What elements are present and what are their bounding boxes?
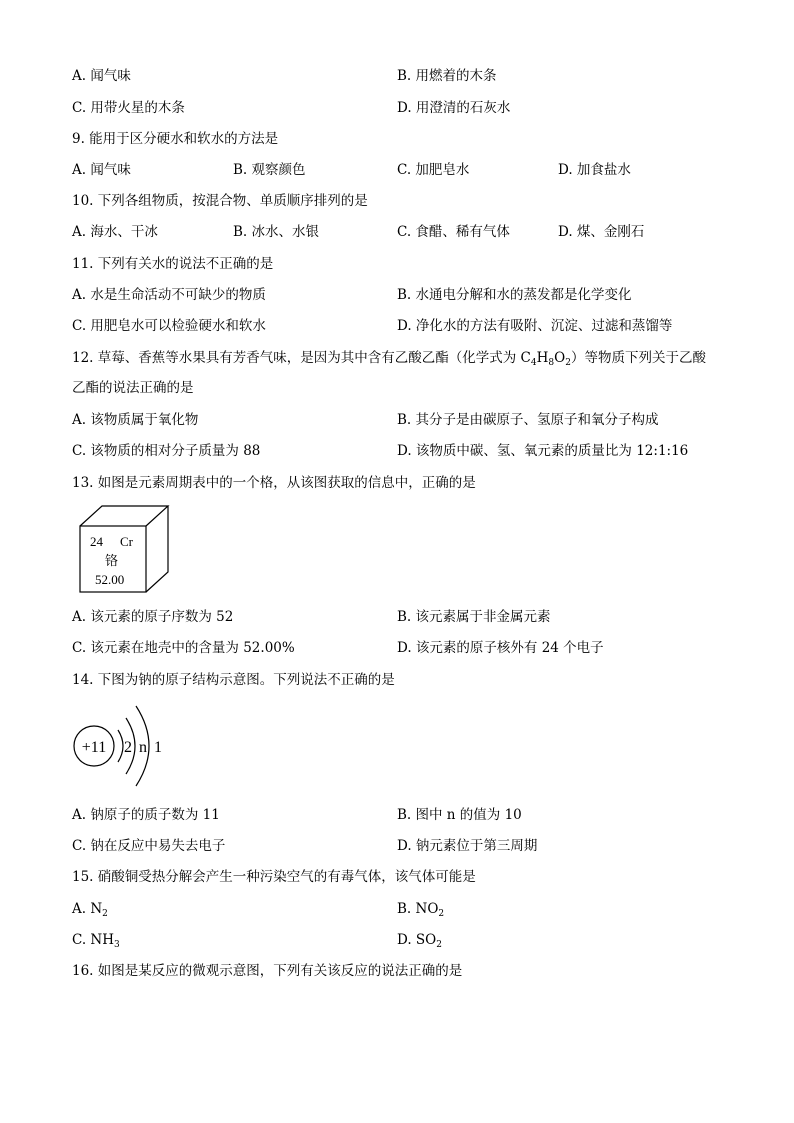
q14-stem: 14. 下图为钠的原子结构示意图。下列说法不正确的是 xyxy=(72,672,395,688)
q11-option-c: C. 用肥皂水可以检验硬水和软水 xyxy=(72,318,266,334)
element-cell-figure xyxy=(78,504,170,594)
q15-stem: 15. 硝酸铜受热分解会产生一种污染空气的有毒气体，该气体可能是 xyxy=(72,869,476,885)
q11-option-d: D. 净化水的方法有吸附、沉淀、过滤和蒸馏等 xyxy=(397,318,673,334)
q9-option-a: A. 闻气味 xyxy=(72,162,131,178)
shell-1-electrons: 2 xyxy=(124,739,132,756)
q12-option-d: D. 该物质中碳、氢、氧元素的质量比为 12:1:16 xyxy=(397,443,689,459)
q15-option-d: D. $SO_2$ xyxy=(397,932,442,950)
q13-option-b: B. 该元素属于非金属元素 xyxy=(397,609,551,625)
q16-stem: 16. 如图是某反应的微观示意图，下列有关该反应的说法正确的是 xyxy=(72,963,463,979)
atomic-number: 24 xyxy=(90,534,103,549)
q13-option-a: A. 该元素的原子序数为 52 xyxy=(72,609,234,625)
atomic-mass: 52.00 xyxy=(95,572,125,587)
q12-option-a: A. 该物质属于氧化物 xyxy=(72,412,199,428)
element-cell-cube xyxy=(78,504,170,594)
q10-option-a: A. 海水、干冰 xyxy=(72,224,158,240)
atom-structure-svg xyxy=(70,696,170,796)
q12-option-b: B. 其分子是由碳原子、氢原子和氧分子构成 xyxy=(397,412,659,428)
q14-option-b: B. 图中 n 的值为 10 xyxy=(397,807,522,823)
q12-stem-line2: 乙酯的说法正确的是 xyxy=(72,380,194,396)
q9-option-c: C. 加肥皂水 xyxy=(397,162,470,178)
cube-side-face xyxy=(146,506,168,592)
q10-option-b: B. 冰水、水银 xyxy=(233,224,320,240)
q9-option-b: B. 观察颜色 xyxy=(233,162,306,178)
cube-top-face xyxy=(80,506,168,526)
shell-arc-1 xyxy=(118,730,123,762)
q15-option-b: B. $NO_2$ xyxy=(397,901,445,919)
q10-stem: 10. 下列各组物质，按混合物、单质顺序排列的是 xyxy=(72,193,368,209)
q8-option-d: D. 用澄清的石灰水 xyxy=(397,100,511,116)
q14-option-a: A. 钠原子的质子数为 11 xyxy=(72,807,220,823)
q8-option-b: B. 用燃着的木条 xyxy=(397,68,497,84)
q11-option-a: A. 水是生命活动不可缺少的物质 xyxy=(72,287,266,303)
q15-option-c: C. $NH_3$ xyxy=(72,932,120,950)
q13-option-c: C. 该元素在地壳中的含量为 52.00% xyxy=(72,640,295,656)
shell-3-electrons: 1 xyxy=(154,739,162,756)
q13-stem: 13. 如图是元素周期表中的一个格，从该图获取的信息中，正确的是 xyxy=(72,475,476,491)
nucleus-charge: +11 xyxy=(81,739,107,756)
q12-stem-line1: 12. 草莓、香蕉等水果具有芳香气味，是因为其中含有乙酸乙酯（化学式为 $C_4H_8O_2$）等物质下列关于乙酸 xyxy=(72,350,706,368)
q9-option-d: D. 加食盐水 xyxy=(558,162,631,178)
q11-option-b: B. 水通电分解和水的蒸发都是化学变化 xyxy=(397,287,632,303)
q10-option-d: D. 煤、金刚石 xyxy=(558,224,645,240)
sodium-atom-diagram xyxy=(70,696,170,796)
shell-2-electrons: n xyxy=(139,739,147,756)
q15-option-a: A. $N_2$ xyxy=(72,901,108,919)
q14-option-d: D. 钠元素位于第三周期 xyxy=(397,838,538,854)
element-name: 铬 xyxy=(105,553,119,568)
q14-option-c: C. 钠在反应中易失去电子 xyxy=(72,838,226,854)
q8-option-c: C. 用带火星的木条 xyxy=(72,100,185,116)
q9-stem: 9. 能用于区分硬水和软水的方法是 xyxy=(72,131,279,147)
q8-option-a: A. 闻气味 xyxy=(72,68,131,84)
element-symbol: Cr xyxy=(120,534,133,549)
q13-option-d: D. 该元素的原子核外有 24 个电子 xyxy=(397,640,604,656)
q11-stem: 11. 下列有关水的说法不正确的是 xyxy=(72,256,274,272)
q10-option-c: C. 食醋、稀有气体 xyxy=(397,224,510,240)
q12-option-c: C. 该物质的相对分子质量为 88 xyxy=(72,443,261,459)
